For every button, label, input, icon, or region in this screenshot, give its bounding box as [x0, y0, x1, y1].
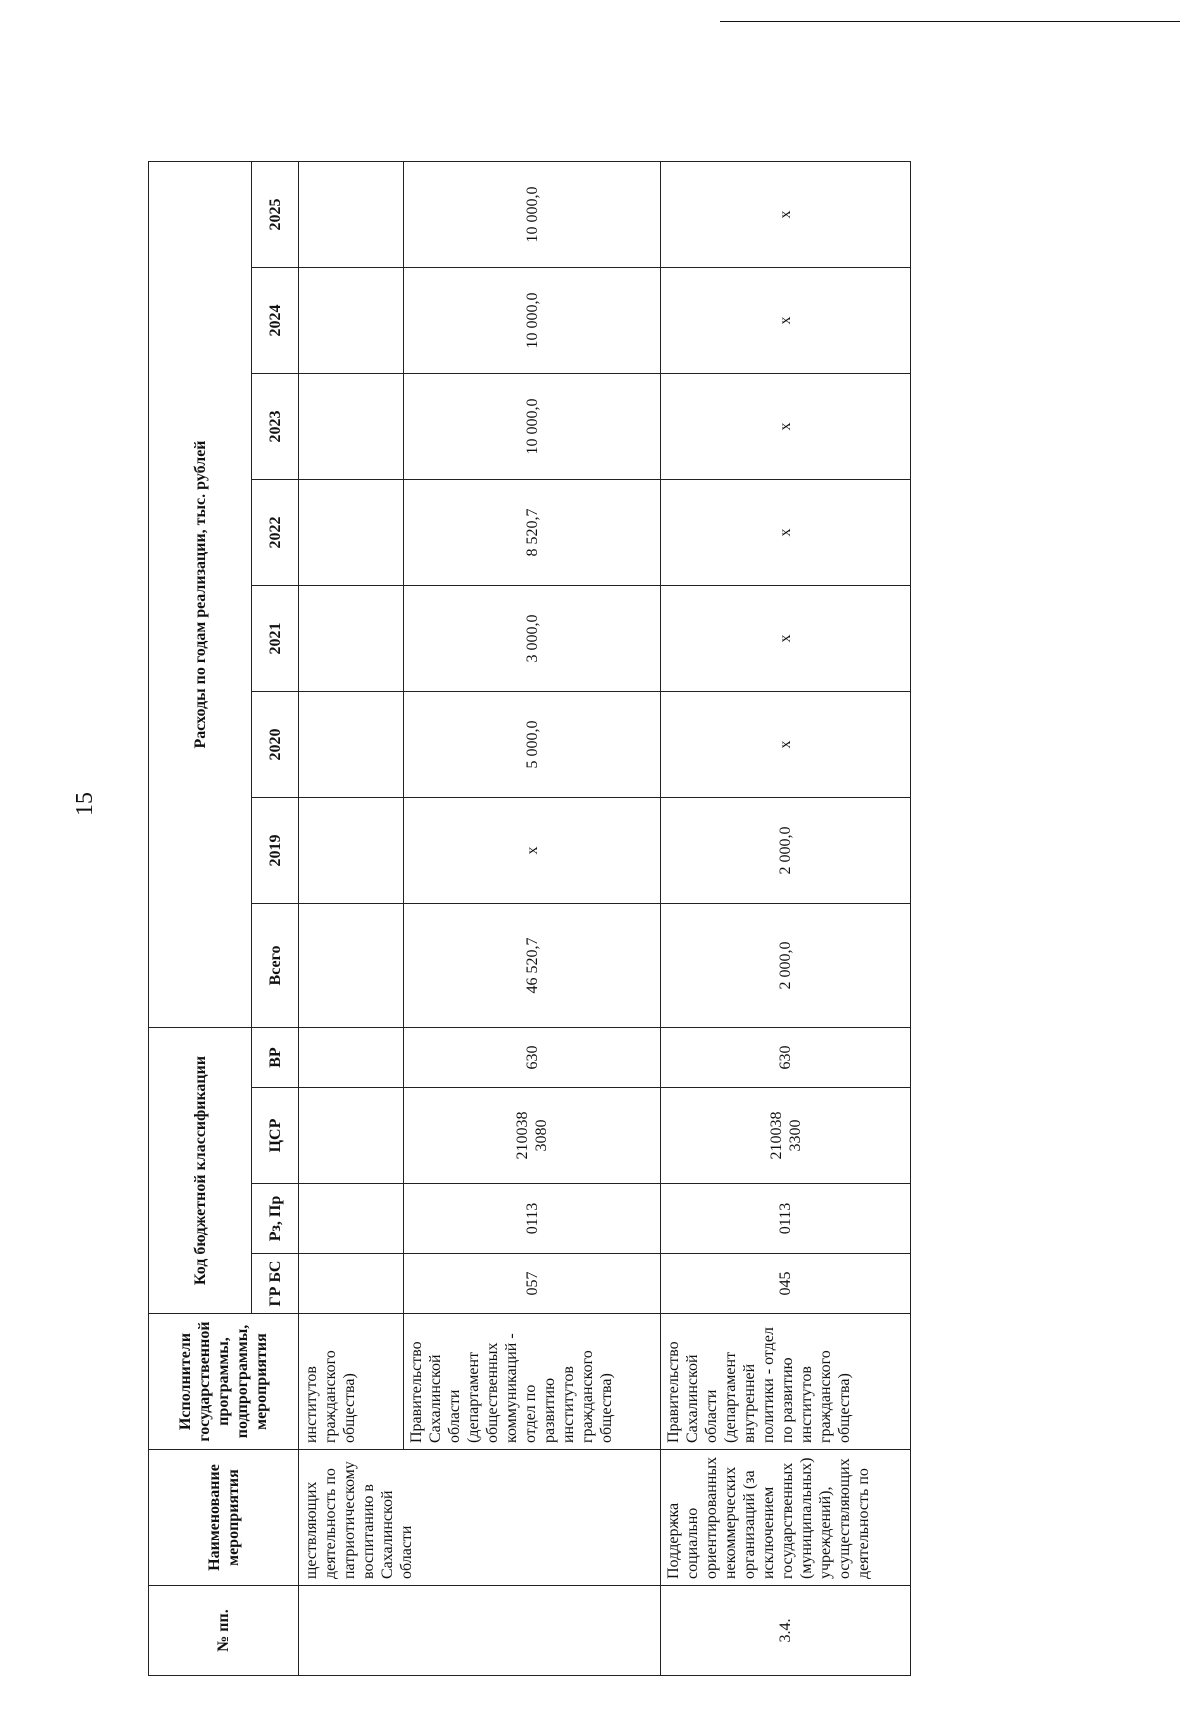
header-grbs: ГР БС [252, 1254, 299, 1314]
header-year: 2023 [252, 374, 299, 480]
row-rzpr: 0113 [404, 1184, 661, 1254]
row-value: 10 000,0 [404, 162, 661, 268]
row-value: x [661, 268, 911, 374]
row-grbs: 057 [404, 1254, 661, 1314]
header-name: Наименование мероприятия [149, 1450, 299, 1586]
row-executor: Правительство Сахалинской области (департамент внутренней политики - отдел по развитию институтов гражданского общества) [661, 1314, 911, 1450]
row-name: Поддержка социально ориентированных некоммерческих организаций (за исключением государственных (муниципальных) учреждений), осуществляющих деятельность по [661, 1450, 911, 1586]
header-year: 2019 [252, 798, 299, 904]
row-rzpr: 0113 [661, 1184, 911, 1254]
header-expenses-group: Расходы по годам реализации, тыс. рублей [149, 162, 252, 1028]
row-value [299, 480, 404, 586]
row-value [299, 586, 404, 692]
row-value [299, 692, 404, 798]
row-value: 2 000,0 [661, 798, 911, 904]
footnote-separator-line [720, 21, 1180, 22]
row-value: x [661, 480, 911, 586]
row-value: 10 000,0 [404, 374, 661, 480]
row-vr [299, 1028, 404, 1088]
row-num: 3.4. [661, 1586, 911, 1676]
row-csr: 210038 3080 [404, 1088, 661, 1184]
header-vr: ВР [252, 1028, 299, 1088]
page-number: 15 [72, 792, 98, 816]
header-total: Всего [252, 904, 299, 1028]
row-value: x [661, 162, 911, 268]
row-total [299, 904, 404, 1028]
header-year: 2024 [252, 268, 299, 374]
header-rzpr: Рз, Пр [252, 1184, 299, 1254]
row-executor: Правительство Сахалинской области (департамент общественных коммуникаций - отдел по развитию институтов гражданского общества) [404, 1314, 661, 1450]
header-year: 2021 [252, 586, 299, 692]
header-year: 2022 [252, 480, 299, 586]
row-total: 46 520,7 [404, 904, 661, 1028]
table-row [299, 162, 404, 1676]
row-value: 10 000,0 [404, 268, 661, 374]
row-num [299, 1586, 661, 1676]
header-code-group: Код бюджетной классификации [149, 1028, 252, 1314]
row-value: x [661, 692, 911, 798]
row-value [299, 162, 404, 268]
row-value: 5 000,0 [404, 692, 661, 798]
header-year: 2020 [252, 692, 299, 798]
header-year: 2025 [252, 162, 299, 268]
header-row-top [149, 162, 252, 1676]
row-rzpr [299, 1184, 404, 1254]
header-csr: ЦСР [252, 1088, 299, 1184]
row-executor: институтов гражданского общества) [299, 1314, 404, 1450]
row-value: x [661, 374, 911, 480]
header-num: № пп. [149, 1586, 299, 1676]
row-value: 3 000,0 [404, 586, 661, 692]
row-value: x [661, 586, 911, 692]
row-total: 2 000,0 [661, 904, 911, 1028]
row-value [299, 268, 404, 374]
row-value [299, 798, 404, 904]
row-csr [299, 1088, 404, 1184]
row-vr: 630 [404, 1028, 661, 1088]
row-csr: 210038 3300 [661, 1088, 911, 1184]
table-row [661, 162, 911, 1676]
row-value: 8 520,7 [404, 480, 661, 586]
row-vr: 630 [661, 1028, 911, 1088]
row-name: ществляющих деятельность по патриотическому воспитанию в Сахалинской области [299, 1450, 661, 1586]
row-value [299, 374, 404, 480]
row-value: x [404, 798, 661, 904]
header-executors: Исполнители государственной программы, подпрограммы, мероприятия [149, 1314, 299, 1450]
row-grbs: 045 [661, 1254, 911, 1314]
budget-table [148, 161, 911, 1676]
table-row [404, 162, 661, 1676]
row-grbs [299, 1254, 404, 1314]
